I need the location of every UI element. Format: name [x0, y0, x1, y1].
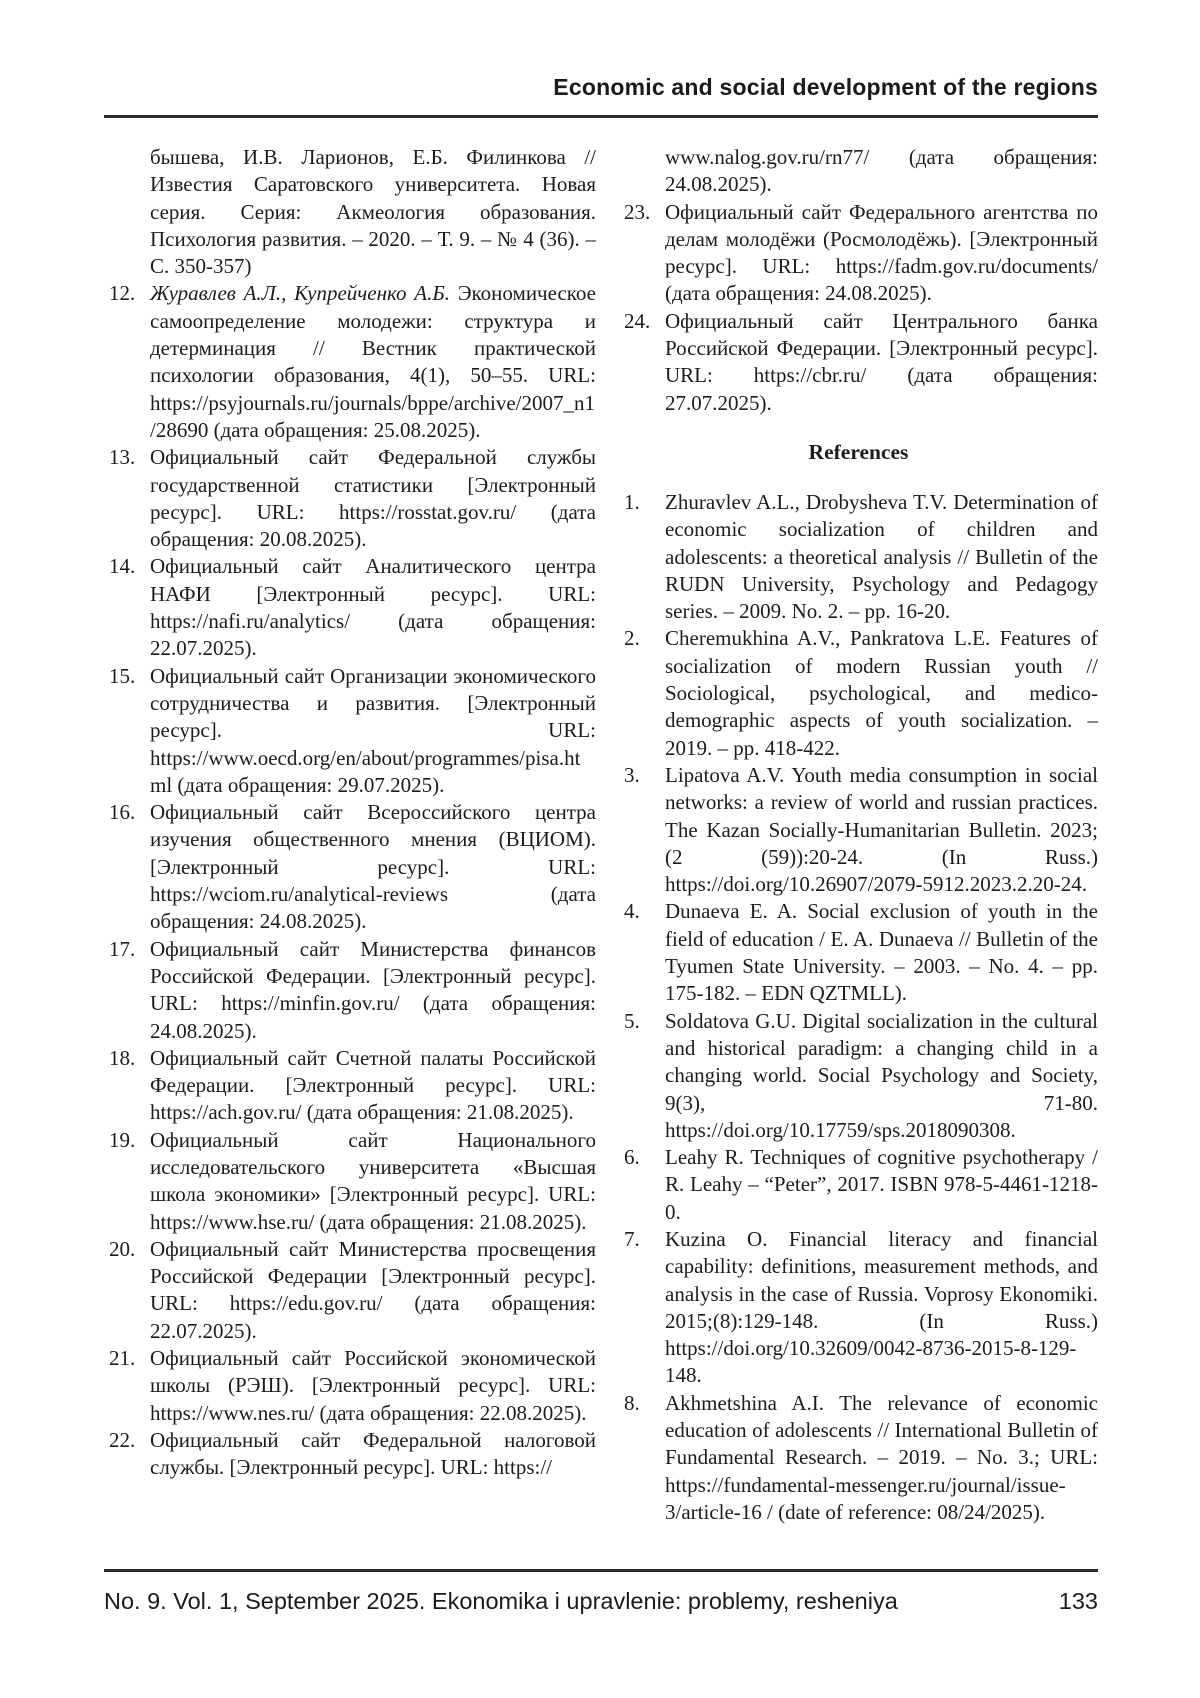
reference-text: Официальный сайт Российской экономической школы (РЭШ). [Электронный ресурс]. URL: https://www.nes.ru/ (дата обращения: 22.08.2025).: [150, 1346, 596, 1425]
reference-item-24: [619, 308, 1098, 417]
reference-number: 23.: [624, 199, 651, 224]
reference-number: 16.: [109, 800, 136, 825]
header-rule: [104, 115, 1098, 118]
reference-item-en-4: [619, 898, 1098, 1007]
reference-number: 24.: [624, 308, 651, 333]
reference-item-22: [104, 1427, 596, 1482]
reference-number: 20.: [109, 1236, 136, 1261]
reference-item-en-6: [619, 1144, 1098, 1226]
reference-item-en-5: [619, 1008, 1098, 1144]
reference-item-en-7: [619, 1226, 1098, 1390]
reference-item-en-1: [619, 489, 1098, 625]
reference-text: Официальный сайт Федерального агентства по делам молодёжи (Росмолодёжь). [Электронный ресурс]. URL: https://fadm.gov.ru/documents/ (дата обращения: 24.08.2025).: [665, 199, 1098, 306]
reference-number: 12.: [109, 281, 136, 306]
reference-number: 17.: [109, 936, 136, 961]
reference-number: 21.: [109, 1346, 136, 1371]
reference-number: 4.: [624, 899, 640, 924]
reference-text: Официальный сайт Счетной палаты Российской Федерации. [Электронный ресурс]. URL: https://ach.gov.ru/ (дата обращения: 21.08.2025).: [150, 1045, 596, 1125]
reference-text: Официальный сайт Всероссийского центра изучения общественного мнения (ВЦИОМ). [Электронный ресурс]. URL: https://wciom.ru/analytical-reviews (дата обращения: 24.08.2025).: [150, 800, 596, 934]
reference-item-19: [104, 1127, 596, 1236]
reference-number: 13.: [109, 445, 136, 470]
reference-item-en-8: [619, 1390, 1098, 1526]
reference-continuation-11: бышева, И.В. Ларионов, Е.Б. Филинкова // Известия Саратовского университета. Новая серия. Серия: Акмеология образования. Психология развития. – 2020. – Т. 9. – № 4 (36). – С. 350-357): [150, 145, 596, 279]
reference-item-18: [104, 1045, 596, 1127]
reference-text: Cheremukhina A.V., Pankratova L.E. Features of socialization of modern Russian youth // Sociological, psychological, and medico-demographic aspects of youth socialization. – 2019. – pp. 418-422.: [665, 626, 1098, 760]
reference-text: Официальный сайт Национального исследовательского университета «Высшая школа экономики» [Электронный ресурс]. URL: https://www.hse.ru/ (дата обращения: 21.08.2025).: [150, 1127, 596, 1234]
reference-text: Soldatova G.U. Digital socialization in the cultural and historical paradigm: a changing child in a changing world. Social Psychology and Society, 9(3), 71-80. https://doi.org/10.17759/sps.2018090308.: [665, 1008, 1098, 1142]
reference-item-21: [104, 1345, 596, 1427]
footer-page-number: 133: [1058, 1588, 1098, 1614]
reference-text: Официальный сайт Аналитического центра НАФИ [Электронный ресурс]. URL: https://nafi.ru/analytics/ (дата обращения: 22.07.2025).: [150, 554, 596, 661]
reference-number: 5.: [624, 1008, 640, 1033]
reference-number: 1.: [624, 489, 640, 514]
reference-item-17: [104, 936, 596, 1045]
reference-number: 7.: [624, 1226, 640, 1251]
reference-number: 15.: [109, 663, 136, 688]
reference-item-23: [619, 199, 1098, 308]
reference-body: Экономическое самоопределение молодежи: структура и детерминация // Вестник практической психологии образования, 4(1), 50–55. URL: https://psyjournals.ru/journals/bppe/archive/2007_n1/28690 (дата обращения: 25.08.2025).: [150, 281, 596, 442]
reference-text: Kuzina O. Financial literacy and financial capability: definitions, measurement methods, and analysis in the case of Russia. Voprosy Ekonomiki. 2015;(8):129-148. (In Russ.) https://doi.org/10.32609/0042-8736-2015-8-129-148.: [665, 1226, 1098, 1388]
reference-text: Официальный сайт Министерства финансов Российской Федерации. [Электронный ресурс]. URL: https://minfin.gov.ru/ (дата обращения: 24.08.2025).: [150, 936, 596, 1043]
reference-item-15: [104, 663, 596, 799]
left-column: [104, 144, 596, 1526]
reference-number: 2.: [624, 626, 640, 651]
reference-item-12: [104, 280, 596, 444]
reference-item-20: [104, 1236, 596, 1345]
reference-text: Akhmetshina A.I. The relevance of economic education of adolescents // International Bulletin of Fundamental Research. – 2019. – No. 3.; URL: https://fundamental-messenger.ru/journal/issue-3/article-16 / (date of reference: 08/24/2025).: [665, 1390, 1098, 1524]
reference-text: Официальный сайт Федеральной налоговой службы. [Электронный ресурс]. URL: https://: [150, 1427, 596, 1480]
reference-item-14: [104, 553, 596, 662]
reference-text: Официальный сайт Федеральной службы государственной статистики [Электронный ресурс]. URL: https://rosstat.gov.ru/ (дата обращения: 20.08.2025).: [150, 445, 596, 552]
content-columns: [104, 144, 1098, 1526]
reference-text: Официальный сайт Организации экономического сотрудничества и развития. [Электронный ресурс]. URL: https://www.oecd.org/en/about/programmes/pisa.html (дата обращения: 29.07.2025).: [150, 663, 596, 797]
reference-item-en-3: [619, 762, 1098, 898]
footer-journal-line: No. 9. Vol. 1, September 2025. Ekonomika i upravlenie: problemy, resheniya: [104, 1588, 898, 1614]
right-column: [619, 144, 1098, 1526]
reference-item-16: [104, 799, 596, 935]
reference-number: 19.: [109, 1127, 136, 1152]
reference-number: 14.: [109, 554, 136, 579]
reference-number: 6.: [624, 1145, 640, 1170]
reference-authors-italic: Журавлев А.Л., Купрейченко А.Б.: [150, 281, 450, 306]
reference-text: Zhuravlev A.L., Drobysheva T.V. Determination of economic socialization of children and adolescents: a theoretical analysis // Bulletin of the RUDN University, Psychology and Pedagogy series. – 2009. No. 2. – pp. 16-20.: [665, 489, 1098, 624]
reference-text: Lipatova A.V. Youth media consumption in social networks: a review of world and russian practices. The Kazan Socially-Humanitarian Bulletin. 2023;(2 (59)):20-24. (In Russ.) https://doi.org/10.26907/2079-5912.2023.2.20-24.: [665, 762, 1098, 897]
reference-item-13: [104, 444, 596, 553]
reference-number: 3.: [624, 762, 640, 787]
reference-text: Dunaeva E. A. Social exclusion of youth in the field of education / E. A. Dunaeva // Bulletin of the Tyumen State University. – 2003. – No. 4. – pp. 175-182. – EDN QZTMLL).: [665, 899, 1098, 1006]
footer-rule: [104, 1569, 1098, 1572]
references-heading: References: [808, 439, 909, 464]
reference-number: 18.: [109, 1045, 136, 1070]
footer: [104, 1588, 1098, 1615]
running-head-title: Economic and social development of the regions: [553, 74, 1098, 100]
reference-number: 8.: [624, 1390, 640, 1415]
reference-text: Официальный сайт Центрального банка Российской Федерации. [Электронный ресурс]. URL: https://cbr.ru/ (дата обращения: 27.07.2025).: [665, 308, 1098, 415]
reference-number: 22.: [109, 1427, 136, 1452]
reference-text: Официальный сайт Министерства просвещения Российской Федерации [Электронный ресурс]. URL: https://edu.gov.ru/ (дата обращения: 22.07.2025).: [150, 1236, 596, 1343]
reference-item-en-2: [619, 625, 1098, 761]
reference-continuation-22: www.nalog.gov.ru/rn77/ (дата обращения: 24.08.2025).: [665, 145, 1098, 197]
reference-text: Leahy R. Techniques of cognitive psychotherapy / R. Leahy – “Peter”, 2017. ISBN 978-5-4461-1218-0.: [665, 1145, 1098, 1224]
reference-text: [150, 280, 596, 444]
